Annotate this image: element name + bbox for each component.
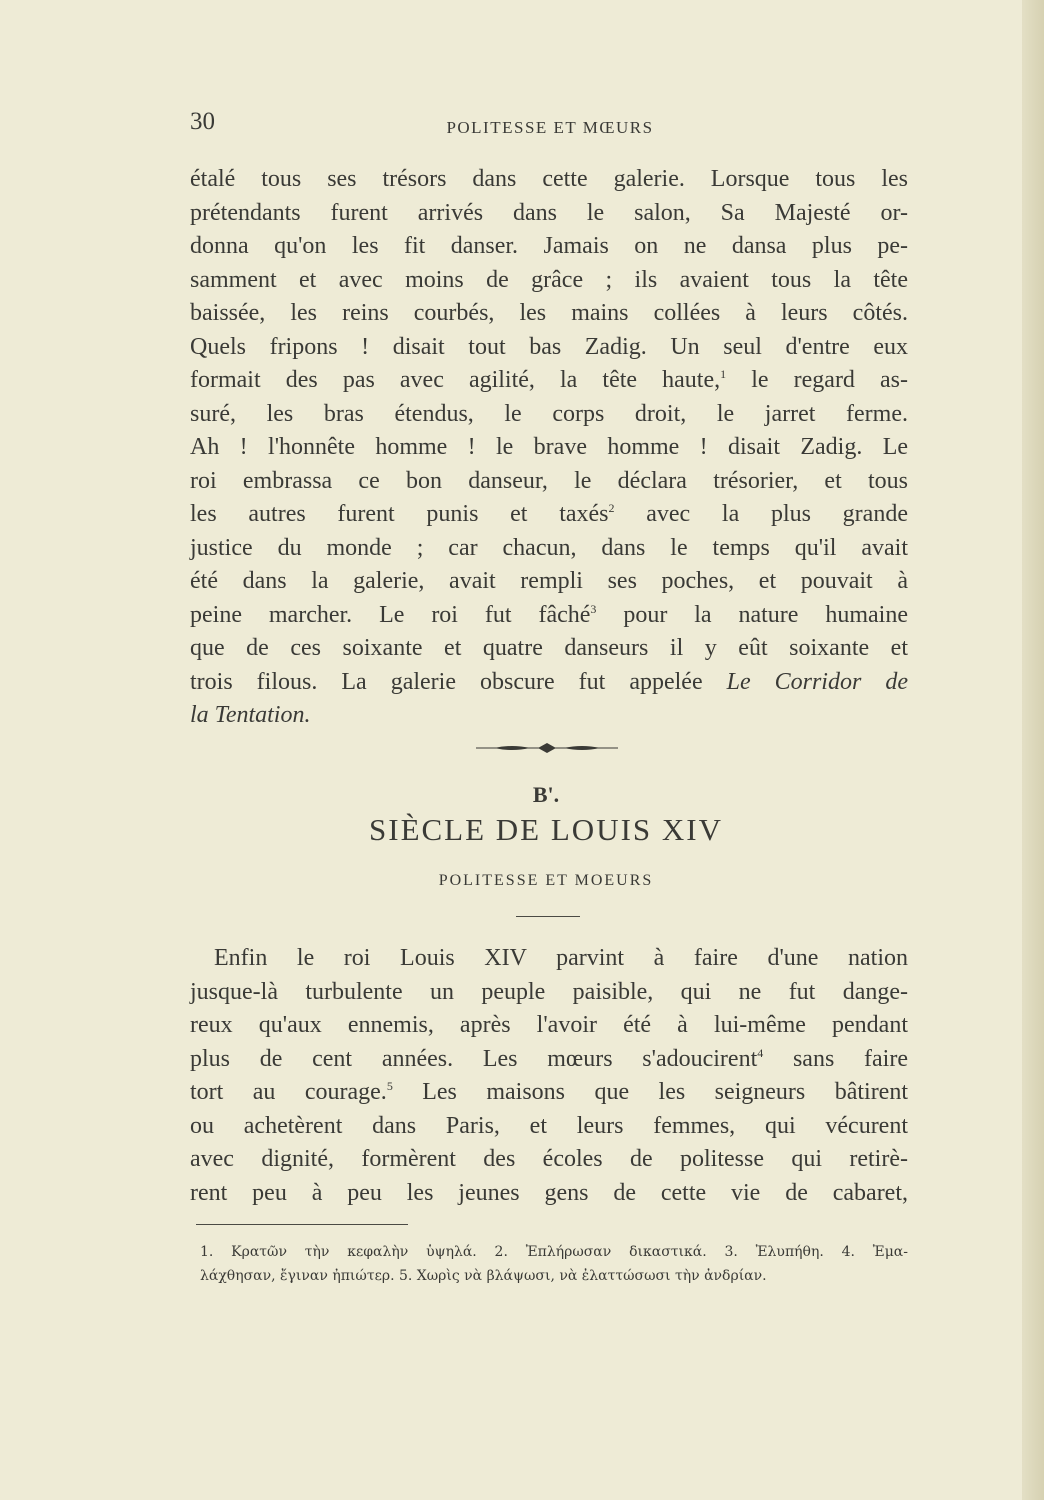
paragraph-louis-xiv [190, 942, 908, 1210]
section-title: SIÈCLE DE LOUIS XIV [369, 812, 723, 847]
text-line: Quels fripons ! disait tout bas Zadig. Un seul d'entre eux [190, 333, 908, 360]
text-line: roi embrassa ce bon danseur, le déclara trésorier, et tous [190, 467, 908, 494]
footnote-ref: 1 [720, 367, 727, 381]
page-header [190, 108, 910, 148]
footnote-line: λάχθησαν, ἔγιναν ἠπιώτερ. 5. Χωρὶς νὰ βλάψωσι, νὰ ἐλαττώσωσι τὴν ἀνδρίαν. [200, 1268, 767, 1284]
footnote-ref: 3 [590, 601, 597, 616]
text-line: avec dignité, formèrent des écoles de politesse qui retirè- [190, 1146, 908, 1172]
text-line: prétendants furent arrivés dans le salon, Sa Majesté or- [190, 199, 908, 226]
text-line: suré, les bras étendus, le corps droit, le jarret ferme. [190, 400, 908, 427]
section-rule [516, 916, 580, 917]
text-line: donna qu'on les fit danser. Jamais on ne dansa plus pe- [190, 233, 908, 259]
footnote-ref: 2 [608, 501, 615, 515]
text-line: samment et avec moins de grâce ; ils avaient tous la tête [190, 266, 908, 293]
text-line: Ah ! l'honnête homme ! le brave homme ! disait Zadig. Le [190, 434, 908, 460]
text-line: ou achetèrent dans Paris, et leurs femmes, qui vécurent [190, 1112, 908, 1139]
ornament-divider [472, 738, 622, 758]
text-line: rent peu à peu les jeunes gens de cette vie de cabaret, [190, 1179, 908, 1206]
text-line: étalé tous ses trésors dans cette galerie. Lorsque tous les [190, 166, 908, 192]
page-number: 30 [190, 108, 215, 135]
footnote-rule [196, 1224, 408, 1225]
footnote-ref: 5 [386, 1079, 393, 1093]
page-edge [1022, 0, 1044, 1500]
section-subtitle: POLITESSE ET MOEURS [438, 872, 654, 889]
text-line: peine marcher. Le roi fut fâché$^3$ pour la nature humaine [190, 601, 908, 628]
text-line: jusque-là turbulente un peuple paisible, qui ne fut dange- [190, 978, 908, 1005]
text-line: trois filous. La galerie obscure fut appelée Le Corridor de [190, 668, 908, 695]
text-line: tort au courage.$^5$ Les maisons que les seigneurs bâtirent [190, 1079, 909, 1105]
text-line: que de ces soixante et quatre danseurs il y eût soixante et [190, 635, 908, 661]
footnote-ref: 4 [757, 1045, 764, 1060]
running-head: POLITESSE ET MŒURS [446, 118, 654, 137]
text-line: justice du monde ; car chacun, dans le temps qu'il avait [190, 534, 908, 561]
text-line: formait des pas avec agilité, la tête haute,$^1$ le regard as- [190, 367, 909, 393]
text-line: Enfin le roi Louis XIV parvint à faire d'une nation [214, 945, 908, 971]
footnotes [200, 1240, 908, 1288]
paragraph-zadig [190, 163, 908, 733]
text-line: été dans la galerie, avait rempli ses poches, et pouvait à [190, 568, 908, 594]
text-line: baissée, les reins courbés, les mains collées à leurs côtés. [190, 300, 908, 326]
text-line: reux qu'aux ennemis, après l'avoir été à lui-même pendant [190, 1012, 908, 1038]
text-line: plus de cent années. Les mœurs s'adoucirent$^4$ sans faire [190, 1045, 908, 1072]
text-line: les autres furent punis et taxés$^2$ avec la plus grande [190, 501, 908, 527]
section-mark: B'. [532, 782, 560, 807]
footnote-line: 1. Κρατῶν τὴν κεφαλὴν ὑψηλά. 2. Ἐπλήρωσαν δικαστικά. 3. Ἐλυπήθη. 4. Ἐμα- [200, 1244, 908, 1260]
text-line: la Tentation. [190, 702, 311, 728]
italic-title: Le Corridor de [726, 668, 908, 695]
